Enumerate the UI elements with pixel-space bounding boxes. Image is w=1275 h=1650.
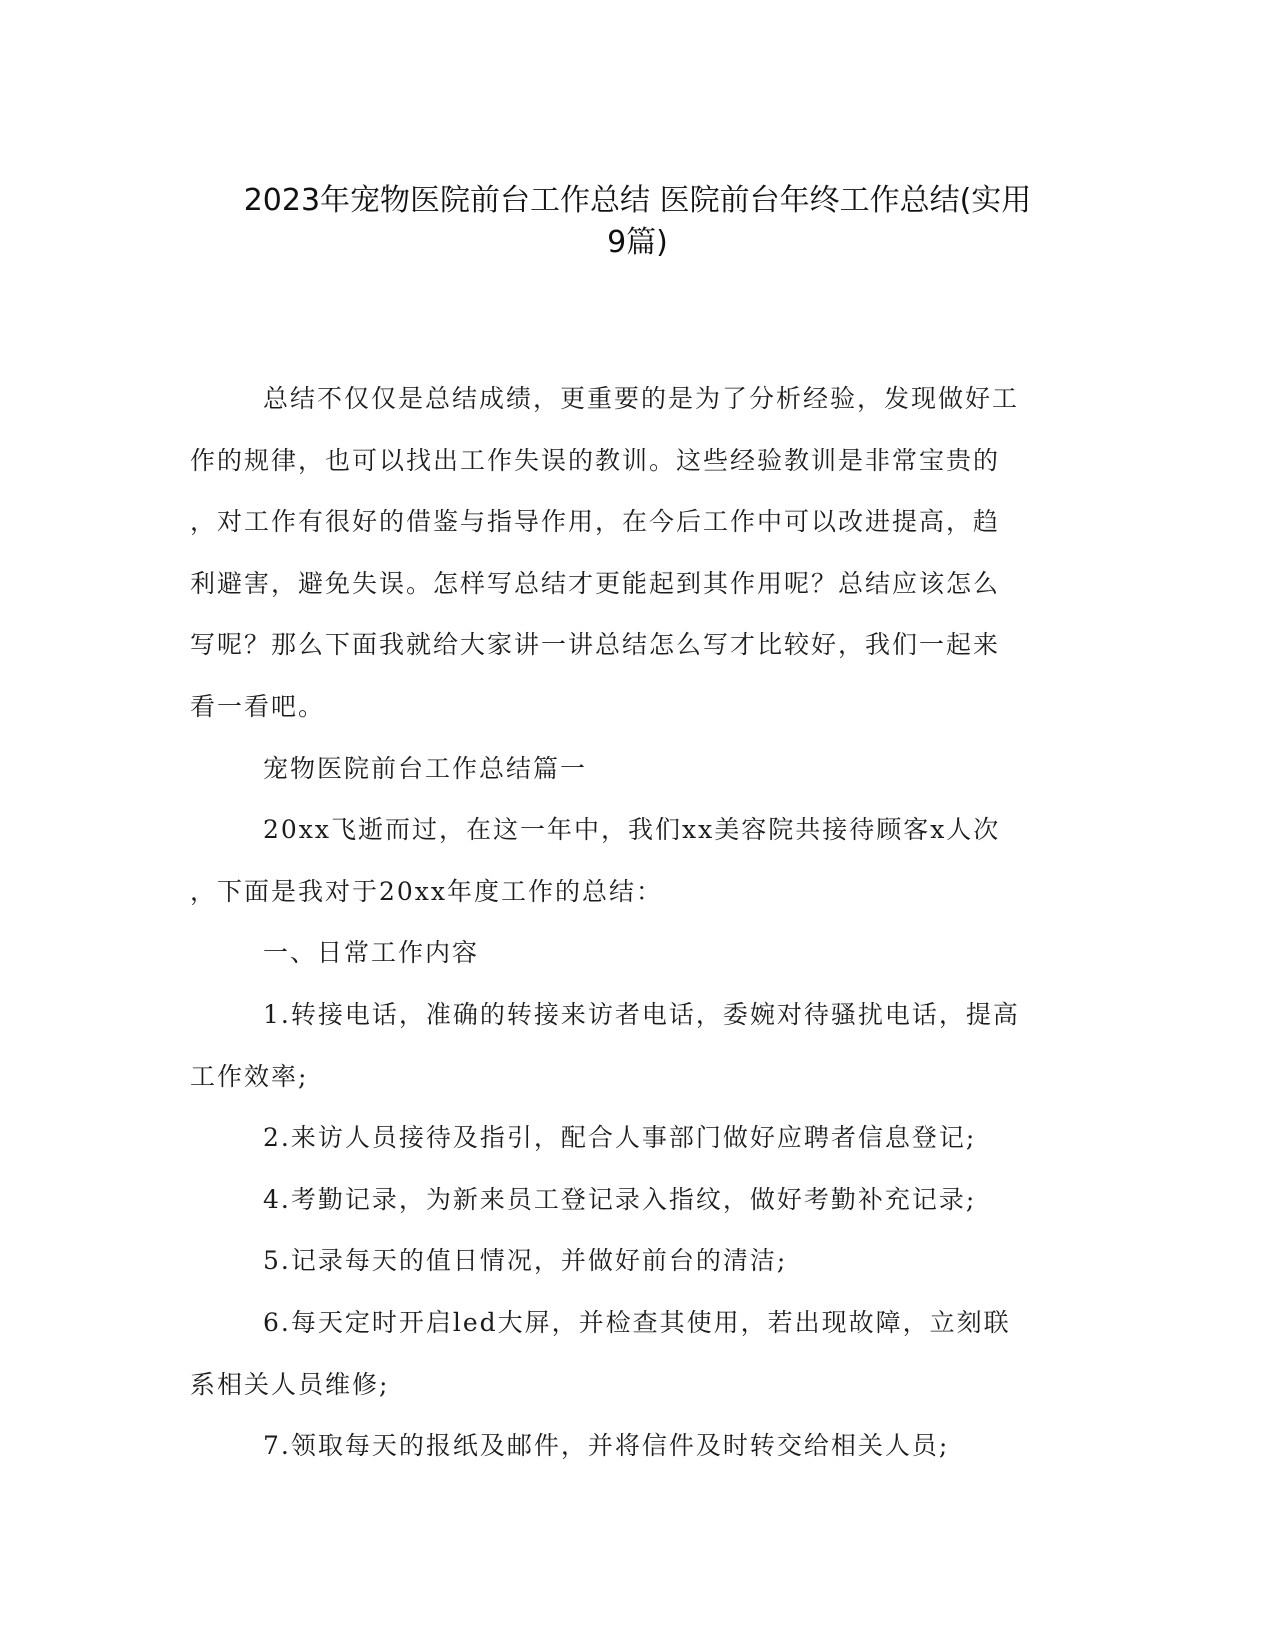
list-item-line: 5.记录每天的值日情况，并做好前台的清洁; [263, 1246, 788, 1276]
title-line-1: 2023年宠物医院前台工作总结 医院前台年终工作总结(实用 [243, 183, 1032, 218]
document-title [150, 180, 1125, 264]
subsection-heading: 一、日常工作内容 [263, 938, 480, 968]
intro-paragraph-line: 利避害，避免失误。怎样写总结才更能起到其作用呢？总结应该怎么 [190, 568, 1001, 598]
list-item-line: 2.来访人员接待及指引，配合人事部门做好应聘者信息登记; [263, 1123, 977, 1153]
intro-paragraph-line: 作的规律，也可以找出工作失误的教训。这些经验教训是非常宝贵的 [190, 445, 1001, 475]
list-item-line: 系相关人员维修; [190, 1369, 390, 1399]
section-heading: 宠物医院前台工作总结篇一 [263, 753, 588, 783]
list-item-line: 6.每天定时开启led大屏，并检查其使用，若出现故障，立刻联 [263, 1307, 1011, 1337]
document-body [190, 368, 1070, 1477]
title-line-2: 9篇) [607, 225, 668, 260]
list-item-line: 工作效率; [190, 1061, 309, 1091]
list-item-line: 1.转接电话，准确的转接来访者电话，委婉对待骚扰电话，提高 [263, 999, 1020, 1029]
list-item-line: 4.考勤记录，为新来员工登记录入指纹，做好考勤补充记录; [263, 1184, 977, 1214]
intro-paragraph-line: 看一看吧。 [190, 691, 326, 721]
list-item-line: 7.领取每天的报纸及邮件，并将信件及时转交给相关人员; [263, 1431, 950, 1461]
intro-paragraph-line: 总结不仅仅是总结成绩，更重要的是为了分析经验，发现做好工 [263, 384, 1020, 413]
paragraph-line: ，下面是我对于20xx年度工作的总结： [190, 876, 664, 906]
paragraph-line: 20xx飞逝而过，在这一年中，我们xx美容院共接待顾客x人次 [263, 815, 1001, 845]
intro-paragraph-line: 写呢？那么下面我就给大家讲一讲总结怎么写才比较好，我们一起来 [190, 630, 1001, 660]
intro-paragraph-line: ，对工作有很好的借鉴与指导作用，在今后工作中可以改进提高，趋 [190, 507, 1001, 537]
